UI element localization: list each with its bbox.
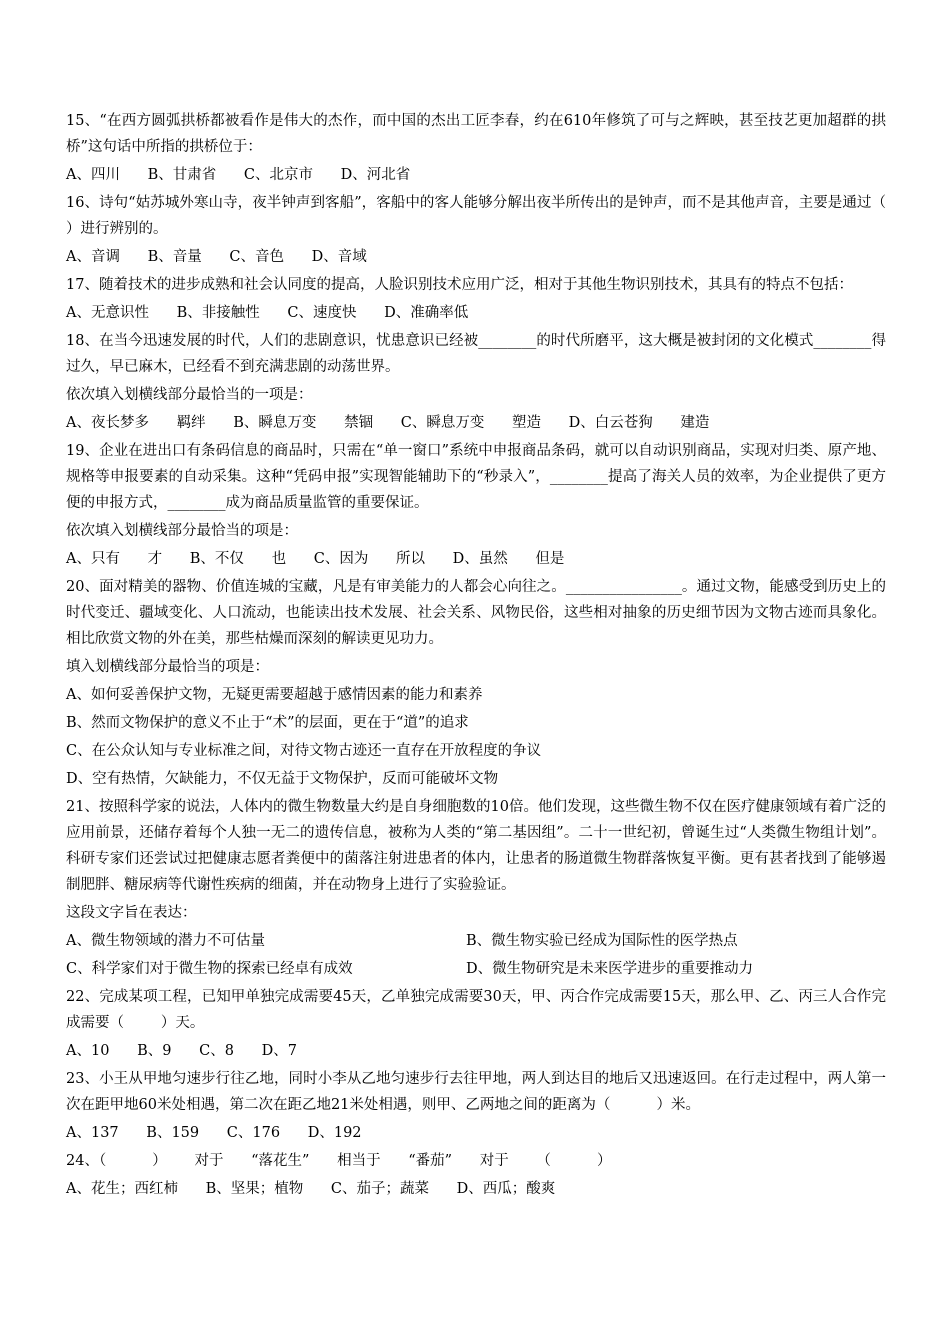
question-16-options: A、音调 B、音量 C、音色 D、音域 — [66, 249, 367, 265]
question-21-option-b: B、微生物实验已经成为国际性的医学热点 — [466, 933, 738, 949]
question-21-option-d: D、微生物研究是未来医学进步的重要推动力 — [466, 961, 754, 977]
question-18-stem: 18、在当今迅速发展的时代，人们的悲剧意识，忧患意识已经被________的时代所磨平，这大概是被封闭的文化模式________得过久，早已麻木，已经看不到充满悲剧的动荡世界。 — [66, 333, 886, 375]
question-19-stem: 19、企业在进出口有条码信息的商品时，只需在“单一窗口”系统中申报商品条码，就可以自动识别商品，实现对归类、原产地、规格等申报要素的自动采集。这种“凭码申报”实现智能辅助下的“秒录入”，________提高了海关人员的效率，为企业提供了更方便的申报方式，________成为商品质量监管的重要保证。 — [66, 443, 886, 511]
question-21-options-row1 — [66, 928, 886, 954]
question-21-options-row2 — [66, 956, 886, 982]
exam-page — [66, 108, 923, 1204]
question-21-option-c: C、科学家们对于微生物的探索已经卓有成效 — [66, 961, 353, 977]
question-20-option-a: A、如何妥善保护文物，无疑更需要超越于感情因素的能力和素养 — [66, 687, 483, 703]
question-20-option-b: B、然而文物保护的意义不止于“术”的层面，更在于“道”的追求 — [66, 715, 469, 731]
question-20-prompt: 填入划横线部分最恰当的项是： — [66, 659, 269, 675]
question-19-prompt: 依次填入划横线部分最恰当的项是： — [66, 523, 298, 539]
question-16-stem: 16、诗句“姑苏城外寒山寺，夜半钟声到客船”，客船中的客人能够分解出夜半所传出的是钟声，而不是其他声音，主要是通过（ ）进行辨别的。 — [66, 195, 923, 237]
question-15-options: A、四川 B、甘肃省 C、北京市 D、河北省 — [66, 167, 411, 183]
question-20-option-d: D、空有热情，欠缺能力，不仅无益于文物保护，反而可能破坏文物 — [66, 771, 499, 787]
question-21-option-a: A、微生物领域的潜力不可估量 — [66, 933, 265, 949]
question-20-option-c: C、在公众认知与专业标准之间，对待文物古迹还一直存在开放程度的争议 — [66, 743, 542, 759]
question-18-options: A、夜长梦多 羁绊 B、瞬息万变 禁锢 C、瞬息万变 塑造 D、白云苍狗 建造 — [66, 415, 710, 431]
question-15-stem: 15、“在西方圆弧拱桥都被看作是伟大的杰作，而中国的杰出工匠李春，约在610年修筑了可与之辉映，甚至技艺更加超群的拱桥”这句话中所指的拱桥位于： — [66, 113, 886, 155]
question-23-options: A、137 B、159 C、176 D、192 — [66, 1125, 362, 1141]
question-20-stem: 20、面对精美的器物、价值连城的宝藏，凡是有审美能力的人都会心向往之。________________。通过文物，能感受到历史上的时代变迁、疆域变化、人口流动，也能读出技术发展、社会关系、风物民俗，这些相对抽象的历史细节因为文物古迹而具象化。相比欣赏文物的外在美，那些枯燥而深刻的解读更见功力。 — [66, 579, 886, 647]
question-22-stem: 22、完成某项工程，已知甲单独完成需要45天，乙单独完成需要30天，甲、丙合作完成需要15天，那么甲、乙、丙三人合作完成需要（ ）天。 — [66, 989, 886, 1031]
question-21-stem: 21、按照科学家的说法，人体内的微生物数量大约是自身细胞数的10倍。他们发现，这些微生物不仅在医疗健康领域有着广泛的应用前景，还储存着每个人独一无二的遗传信息，被称为人类的“第二基因组”。二十一世纪初，曾诞生过“人类微生物组计划”。科研专家们还尝试过把健康志愿者粪便中的菌落注射进患者的体内，让患者的肠道微生物群落恢复平衡。更有甚者找到了能够遏制肥胖、糖尿病等代谢性疾病的细菌，并在动物身上进行了实验验证。 — [66, 799, 886, 893]
question-17-stem: 17、随着技术的进步成熟和社会认同度的提高，人脸识别技术应用广泛，相对于其他生物识别技术，其具有的特点不包括： — [66, 277, 853, 293]
question-17-options: A、无意识性 B、非接触性 C、速度快 D、准确率低 — [66, 305, 469, 321]
question-23-stem: 23、小王从甲地匀速步行往乙地，同时小李从乙地匀速步行去往甲地，两人到达目的地后又迅速返回。在行走过程中，两人第一次在距甲地60米处相遇，第二次在距乙地21米处相遇，则甲、乙两地之间的距离为（ ）米。 — [66, 1071, 886, 1113]
question-21-prompt: 这段文字旨在表达： — [66, 905, 197, 921]
question-24-stem: 24、（ ） 对于 “落花生” 相当于 “番茄” 对于 （ ） — [66, 1153, 612, 1169]
question-24-options: A、花生；西红柿 B、坚果；植物 C、茄子；蔬菜 D、西瓜；酸爽 — [66, 1181, 556, 1197]
question-22-options: A、10 B、9 C、8 D、7 — [66, 1043, 297, 1059]
question-19-options: A、只有 才 B、不仅 也 C、因为 所以 D、虽然 但是 — [66, 551, 565, 567]
question-18-prompt: 依次填入划横线部分最恰当的一项是： — [66, 387, 313, 403]
